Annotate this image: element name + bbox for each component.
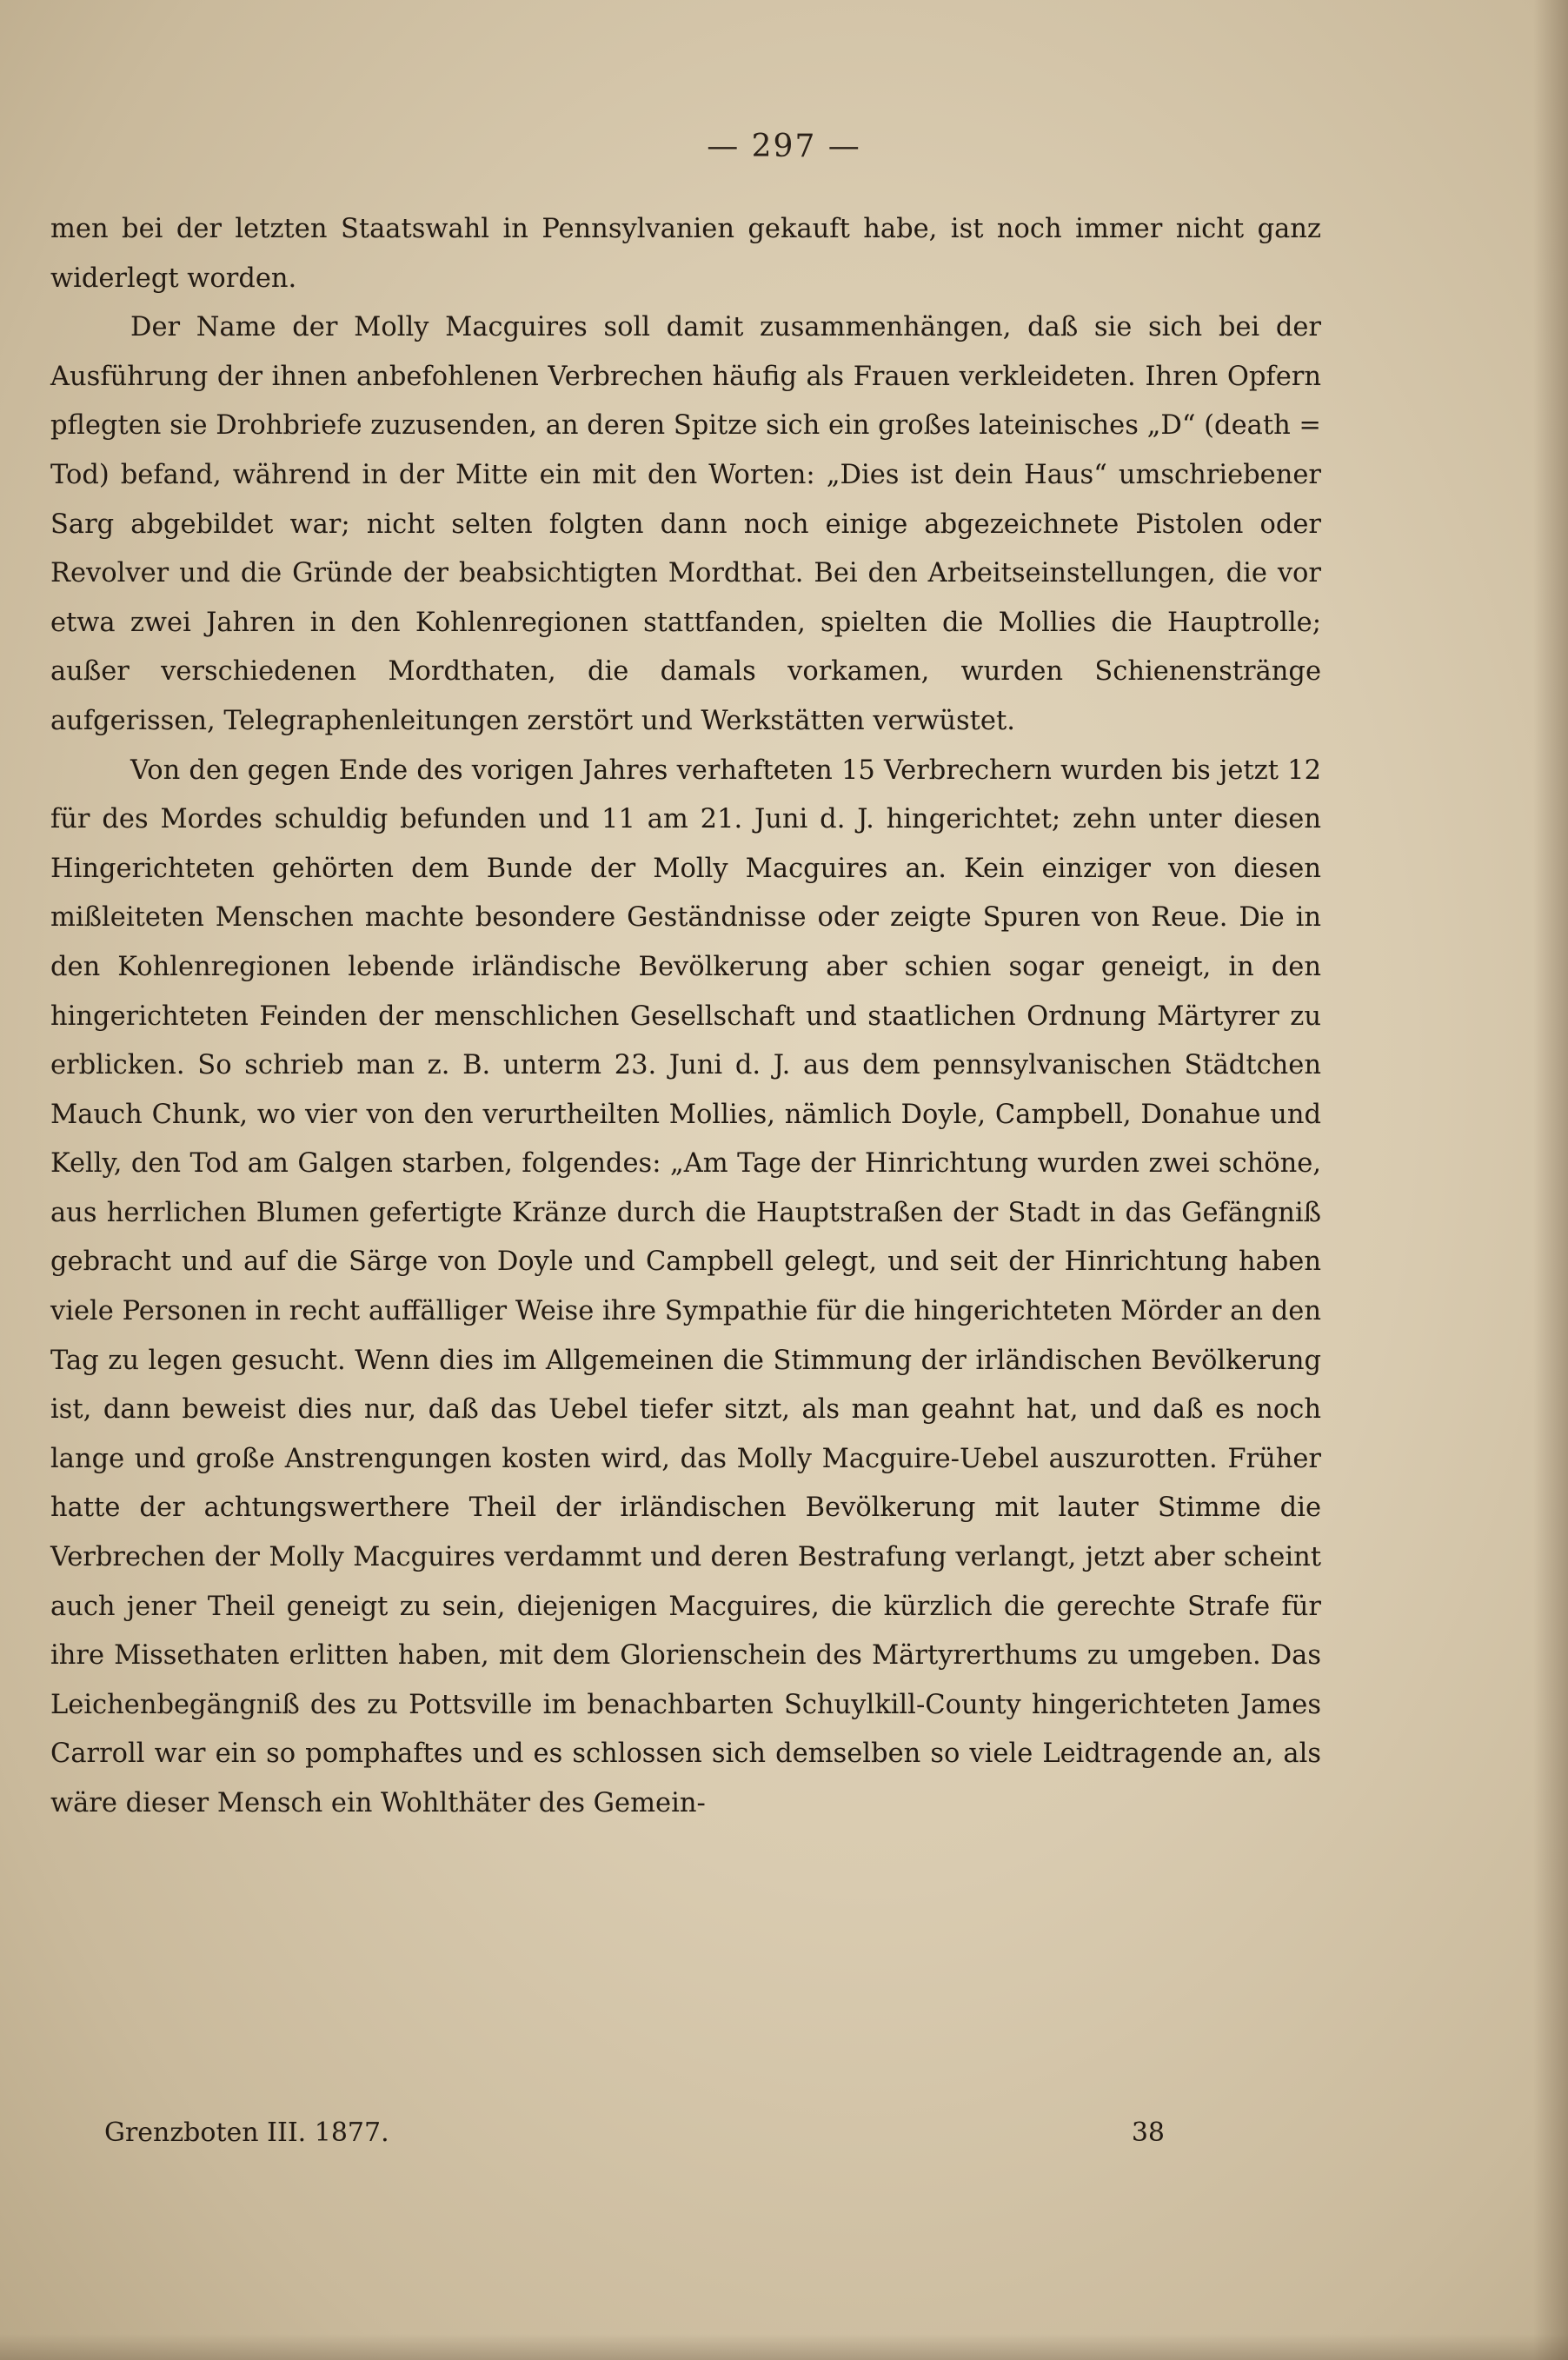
signature-mark: 38 (1131, 2117, 1165, 2148)
paragraph: Der Name der Molly Macguires soll damit zusammenhängen, daß sie sich bei der Ausführung der ihnen anbefohlenen Verbrechen häufig als Frauen verkleideten. Ihren Opfern pflegten sie Drohbriefe zuzusenden, an deren Spitze sich ein großes lateinisches „D“ (death = Tod) befand, während in der Mitte ein mit den Worten: „Dies ist dein Haus“ umschriebener Sarg abgebildet war; nicht selten folgten dann noch einige abgezeichnete Pistolen oder Revolver und die Gründe der beabsichtigten Mordthat. Bei den Arbeitseinstellungen, die vor etwa zwei Jahren in den Kohlenregionen stattfanden, spielten die Mollies die Hauptrolle; außer verschiedenen Mordthaten, die damals vorkamen, wurden Schienenstränge aufgerissen, Telegraphenleitungen zerstört und Werkstätten verwüstet. (50, 312, 1321, 736)
page-edge-shadow-bottom (0, 2334, 1568, 2360)
paragraph: Von den gegen Ende des vorigen Jahres verhafteten 15 Verbrechern wurden bis jetzt 12 für des Mordes schuldig befunden und 11 am 21. Juni d. J. hingerichtet; zehn unter diesen Hingerichteten gehörten dem Bunde der Molly Macguires an. Kein einziger von diesen mißleiteten Menschen machte besondere Geständnisse oder zeigte Spuren von Reue. Die in den Kohlenregionen lebende irländische Bevölkerung aber schien sogar geneigt, in den hingerichteten Feinden der menschlichen Gesellschaft und staatlichen Ordnung Märtyrer zu erblicken. So schrieb man z. B. unterm 23. Juni d. J. aus dem pennsylvanischen Städtchen Mauch Chunk, wo vier von den verurtheilten Mollies, nämlich Doyle, Campbell, Donahue und Kelly, den Tod am Galgen starben, folgendes: „Am Tage der Hinrichtung wurden zwei schöne, aus herrlichen Blumen gefertigte Kränze durch die Hauptstraßen der Stadt in das Gefängniß gebracht und auf die Särge von Doyle und Campbell gelegt, und seit der Hinrichtung haben viele Personen in recht auffälliger Weise ihre Sympathie für die hingerichteten Mörder an den Tag zu legen gesucht. Wenn dies im Allgemeinen die Stimmung der irländischen Bevölkerung ist, dann beweist dies nur, daß das Uebel tiefer sitzt, als man geahnt hat, und daß es noch lange und große Anstrengungen kosten wird, das Molly Macguire-Uebel auszurotten. Früher hatte der achtungswerthere Theil der irländischen Bevölkerung mit lauter Stimme die Verbrechen der Molly Macguires verdammt und deren Bestrafung verlangt, jetzt aber scheint auch jener Theil geneigt zu sein, diejenigen Macguires, die kürzlich die gerechte Strafe für ihre Missethaten erlitten haben, mit dem Glorienschein des Märtyrerthums zu umgeben. Das Leichenbegängniß des zu Pottsville im benachbarten Schuylkill-County hingerichteten James Carroll war ein so pomphaftes und es schlossen sich demselben so viele Leidtragende an, als wäre dieser Mensch ein Wohlthäter des Gemein- (50, 755, 1321, 1818)
page-number: — 297 — (707, 129, 861, 164)
journal-imprint: Grenzboten III. 1877. (104, 2117, 389, 2148)
body-text (50, 205, 1321, 1829)
page-edge-shadow-right (1533, 0, 1568, 2360)
page-footer (104, 2117, 1165, 2148)
paragraph-continuation: men bei der letzten Staatswahl in Pennsylvanien gekauft habe, ist noch immer nicht ganz widerlegt worden. (50, 214, 1321, 294)
